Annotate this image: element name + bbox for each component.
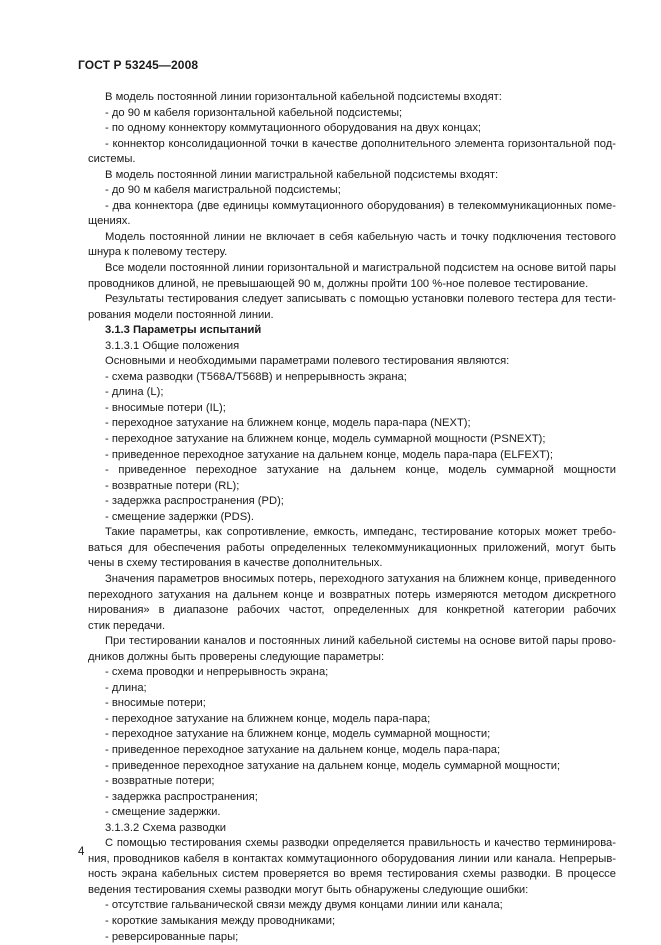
text-line: ния, проводников кабеля в контактах коммутационного оборудования линии или канала. Непрерыв- bbox=[88, 852, 616, 865]
text-line: - переходное затухание на ближнем конце, модель суммарной мощности; bbox=[105, 728, 491, 741]
text-line: - задержка распространения (PD); bbox=[105, 495, 284, 508]
text-line: - приведенное переходное затухание на дальнем конце, модель суммарной мощности bbox=[105, 464, 616, 477]
text-line: - до 90 м кабеля горизонтальной кабельной подсистемы; bbox=[105, 106, 403, 119]
text-line: - приведенное переходное затухание на дальнем конце, модель пара-пара (ELFEXT); bbox=[105, 448, 553, 461]
text-line: - реверсированные пары; bbox=[105, 930, 239, 943]
text-line: Значения параметров вносимых потерь, переходного затухания на ближнем конце, приведенного bbox=[105, 572, 616, 585]
text-line: - переходное затухание на ближнем конце, модель пара-пара; bbox=[105, 712, 431, 725]
text-line: нирования» в диапазоне рабочих частот, определенных для конкретной категории рабочих bbox=[88, 604, 616, 617]
text-line: - до 90 м кабеля магистральной подсистемы; bbox=[105, 184, 341, 197]
text-line: - возвратные потери (RL); bbox=[105, 479, 240, 492]
text-line: - переходное затухание на ближнем конце, модель пара-пара (NEXT); bbox=[105, 417, 471, 430]
text-line: Результаты тестирования следует записывать с помощью установки полевого тестера для тести- bbox=[105, 293, 616, 306]
text-line: Основными и необходимыми параметрами полевого тестирования являются: bbox=[105, 355, 510, 368]
text-line: - коннектор консолидационной точки в качестве дополнительного элемента горизонтальной под- bbox=[105, 137, 616, 150]
text-line: стик передачи. bbox=[88, 619, 166, 632]
text-line: дников должны быть проверены следующие параметры: bbox=[88, 650, 385, 663]
document-header: ГОСТ Р 53245—2008 bbox=[78, 58, 199, 72]
text-line: системы. bbox=[88, 153, 136, 166]
text-line: ведения тестирования схемы разводки могут быть обнаружены следующие ошибки: bbox=[88, 883, 529, 896]
text-line: Такие параметры, как сопротивление, емкость, импеданс, тестирование которых может требо- bbox=[105, 526, 616, 539]
text-line: С помощью тестирования схемы разводки определяется правильность и качество терминирова- bbox=[105, 837, 616, 850]
text-line: ваться для обеспечения работы определенных телекоммуникационных приложений, могут быть bbox=[88, 541, 616, 554]
text-line: 3.1.3.1 Общие положения bbox=[105, 339, 240, 352]
text-line: - смещение задержки. bbox=[105, 806, 221, 819]
text-line: В модель постоянной линии магистральной кабельной подсистемы входят: bbox=[105, 168, 499, 181]
section-heading: 3.1.3 Параметры испытаний bbox=[105, 324, 262, 337]
text-line: щениях. bbox=[88, 215, 131, 228]
text-line: Модель постоянной линии не включает в себя кабельную часть и точку подключения тестового bbox=[105, 230, 616, 243]
text-line: - задержка распространения; bbox=[105, 790, 258, 803]
text-line: - вносимые потери (IL); bbox=[105, 401, 226, 414]
text-line: ность экрана кабельных систем проверяется во время тестирования схемы разводки. В процессе bbox=[88, 868, 616, 881]
text-line: - схема проводки и непрерывность экрана; bbox=[105, 666, 329, 679]
text-line: - смещение задержки (PDS). bbox=[105, 510, 255, 523]
text-line: - по одному коннектору коммутационного оборудования на двух концах; bbox=[105, 122, 482, 135]
text-line: - переходное затухание на ближнем конце, модель суммарной мощности (PSNEXT); bbox=[105, 433, 546, 446]
text-line: 3.1.3.2 Схема разводки bbox=[105, 821, 227, 834]
text-line: - схема разводки (T568A/T568B) и непрерывность экрана; bbox=[105, 370, 407, 383]
text-line: - короткие замыкания между проводниками; bbox=[105, 914, 336, 927]
text-line: - отсутствие гальванической связи между двумя концами линии или канала; bbox=[105, 899, 503, 912]
text-line: - вносимые потери; bbox=[105, 697, 206, 710]
document-body bbox=[88, 90, 616, 945]
text-line: чены в схему тестирования в качестве дополнительных. bbox=[88, 557, 383, 570]
text-line: рования модели постоянной линии. bbox=[88, 308, 274, 321]
text-line: переходного затухания на дальнем конце и возвратных потерь измеряются методом дискретного bbox=[88, 588, 616, 601]
text-line: - два коннектора (две единицы коммутационного оборудования) в телекоммуникационных поме- bbox=[105, 199, 616, 212]
text-line: - возвратные потери; bbox=[105, 775, 215, 788]
text-line: В модель постоянной линии горизонтальной кабельной подсистемы входят: bbox=[105, 91, 502, 103]
text-line: При тестировании каналов и постоянных линий кабельной системы на основе витой пары прово- bbox=[105, 635, 616, 648]
text-line: - приведенное переходное затухание на дальнем конце, модель пара-пара; bbox=[105, 743, 501, 756]
text-line: проводников длиной, не превышающей 90 м, должны пройти 100 %-ное полевое тестирование. bbox=[88, 277, 589, 290]
page-number: 4 bbox=[78, 846, 85, 858]
text-line: - длина (L); bbox=[105, 386, 164, 399]
text-line: - приведенное переходное затухание на дальнем конце, модель суммарной мощности; bbox=[105, 759, 561, 772]
text-line: Все модели постоянной линии горизонтальной и магистральной подсистем на основе витой пары bbox=[105, 262, 616, 275]
text-line: шнура к полевому тестеру. bbox=[88, 246, 228, 259]
text-line: - длина; bbox=[105, 681, 147, 694]
